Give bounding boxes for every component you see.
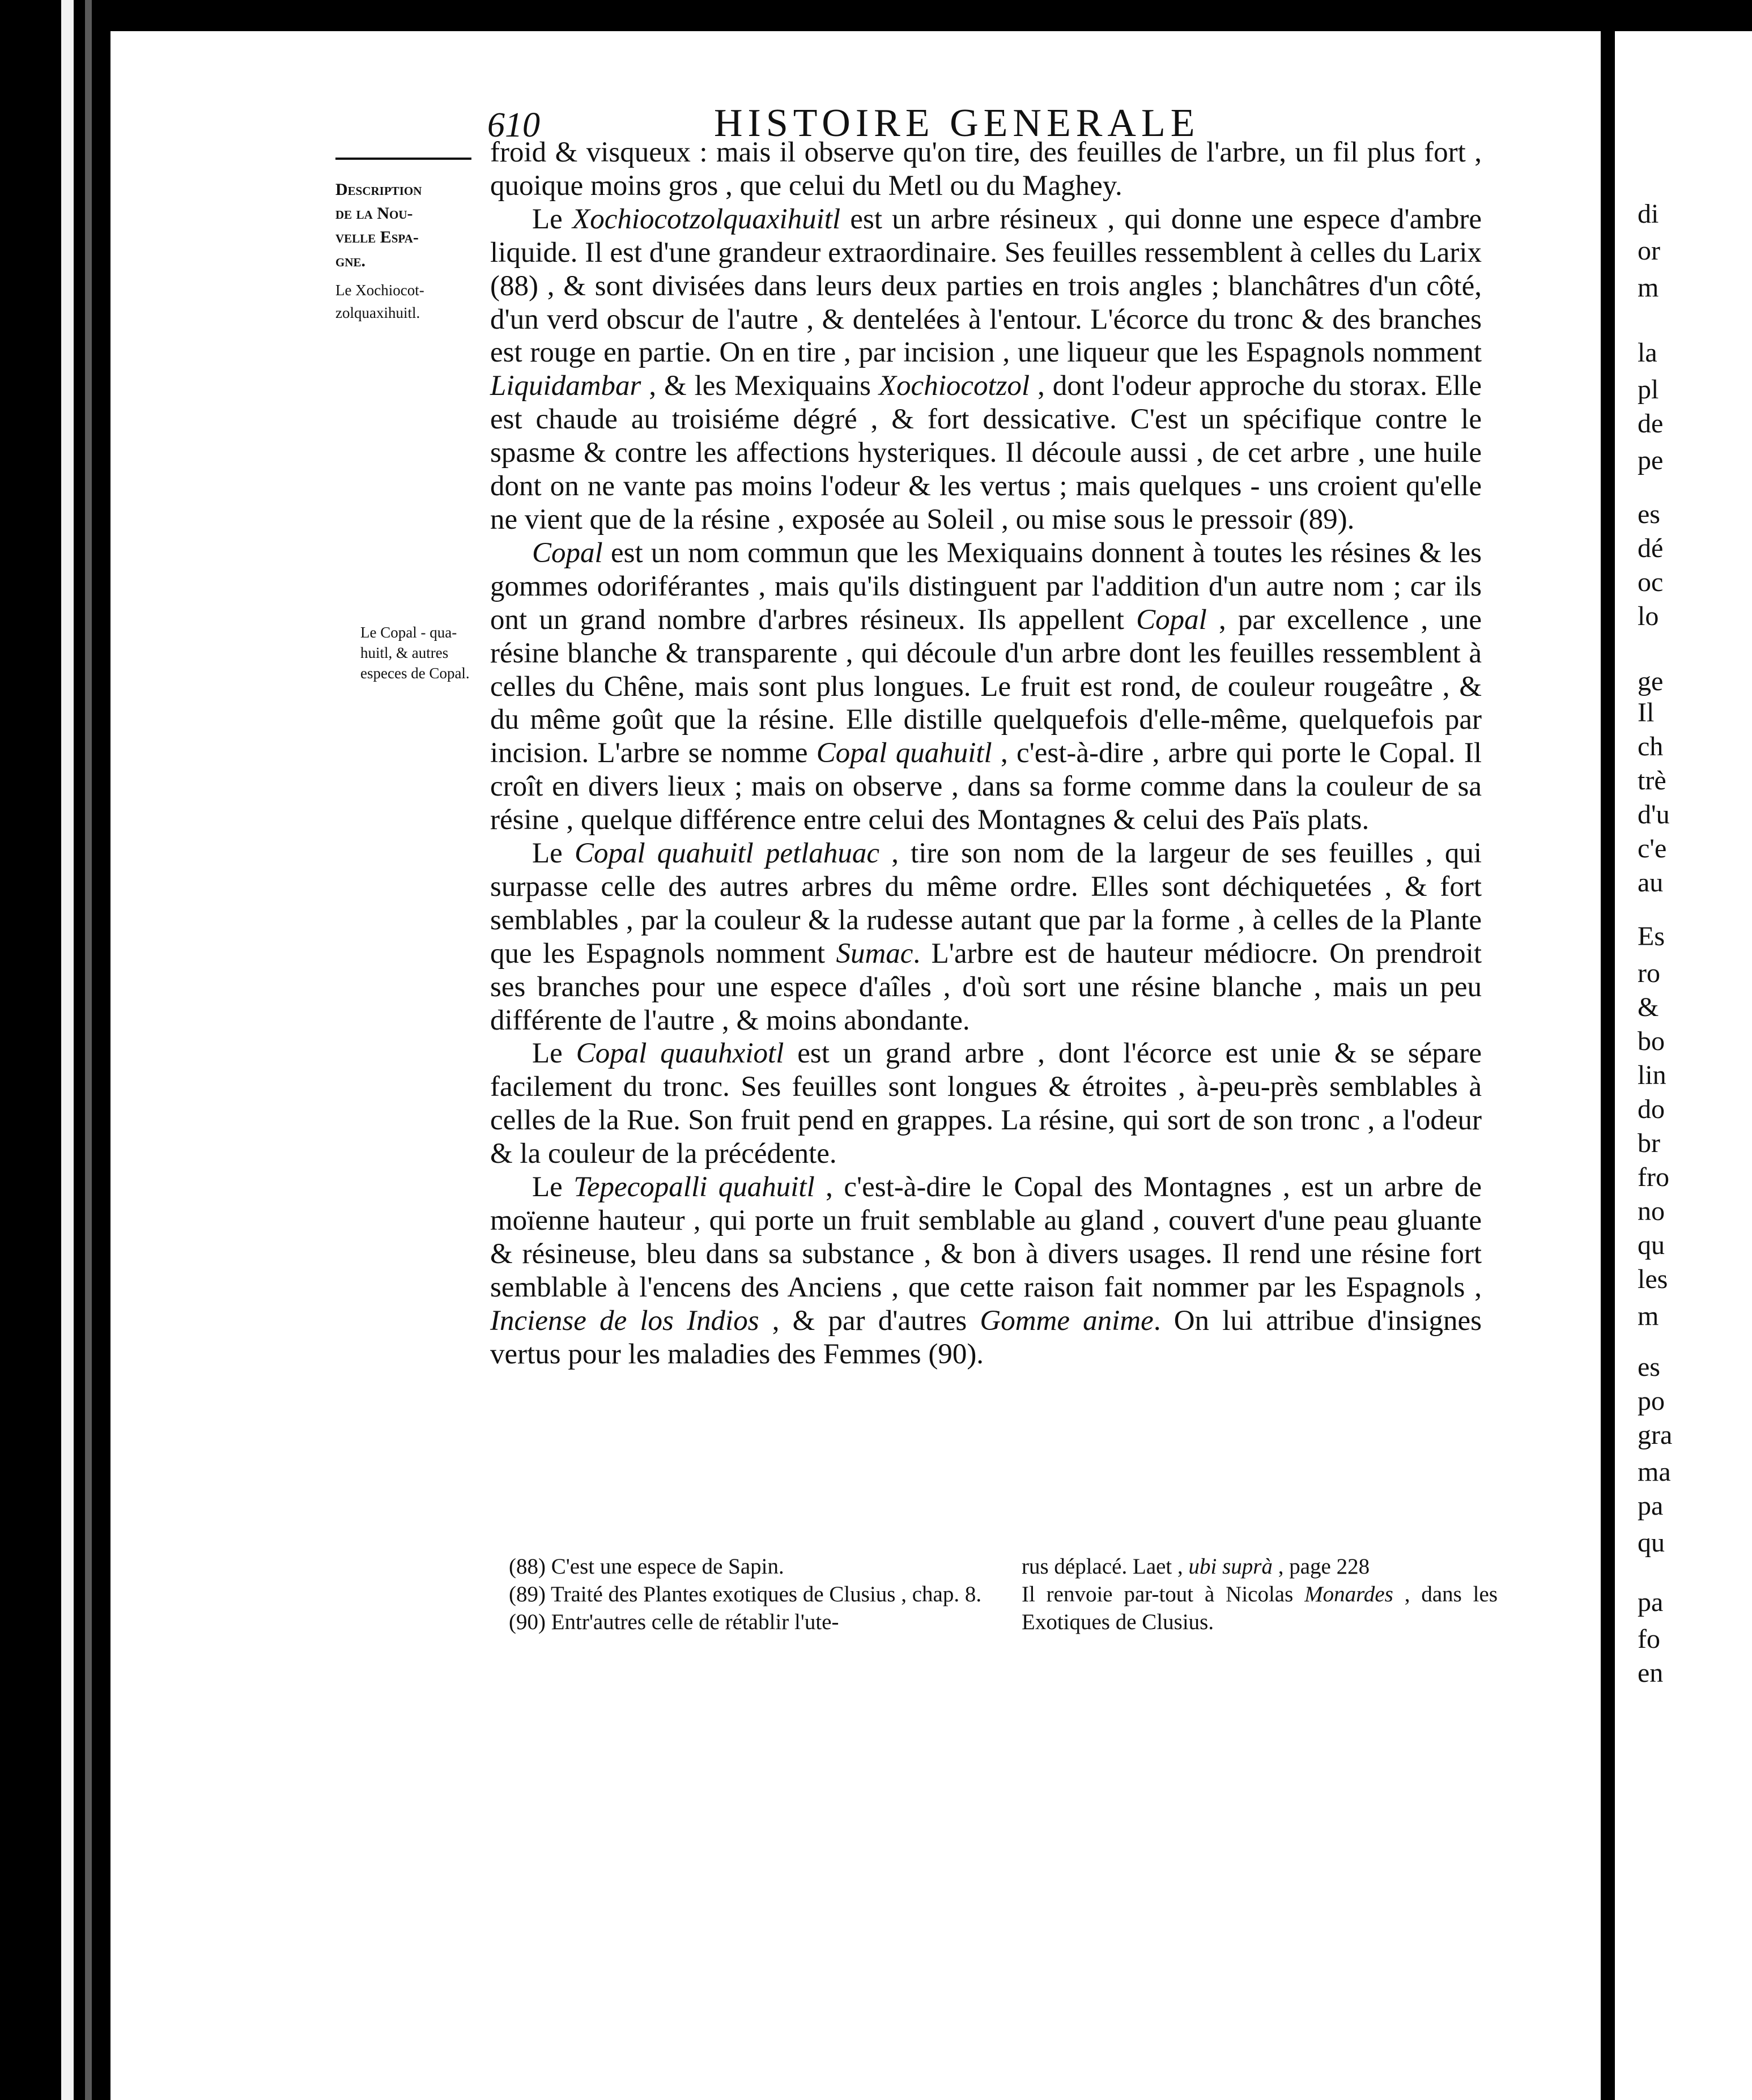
facing-page-fragment: qu [1638,1230,1665,1260]
facing-page-fragment: pe [1638,445,1664,475]
footnote [509,1608,985,1636]
facing-page-fragment: qu [1638,1528,1665,1558]
facing-page-fragment: bo [1638,1026,1665,1056]
facing-page-fragment: br [1638,1128,1660,1158]
footnote [509,1553,985,1580]
page-number: 610 [487,106,540,144]
facing-page-fragment: fro [1638,1162,1669,1192]
facing-page-fragment: m [1638,1301,1659,1331]
footnote [509,1580,985,1608]
facing-page-fragment: pl [1638,375,1659,405]
facing-page-fragment: les [1638,1264,1668,1294]
facing-page-fragment: po [1638,1386,1665,1416]
margin-note-line: zolquaxihuitl. [335,304,420,321]
facing-page-text [1615,0,1752,2100]
italic-term: Inciense de los Indios [490,1304,759,1337]
italic-term: Copal [1136,603,1207,636]
footnote [1022,1553,1498,1580]
facing-page-fragment: di [1638,199,1659,229]
text-run: , par excellence , une résine blanche & transparente , qui découle d'un arbre dont les feuilles ressemblent à celles du Chêne, mais sont plus longues. Le fruit est rond, de couleur rougeâtre , & du même goût que la résine. Elle distille quelquefois d'elle-même, quelquefois par incision. L'arbre se nomme [490,603,1482,770]
book-edge-shadow [85,0,92,2100]
footnote [1022,1580,1498,1636]
facing-page-fragment: ma [1638,1457,1671,1487]
facing-page-fragment: au [1638,868,1664,898]
margin-note-line: especes de Copal. [360,665,470,682]
text-run: (88) C'est une espece de Sapin. [509,1554,784,1579]
text-run: . L'arbre est de hauteur médiocre. On prendroit ses branches pour une espece d'aîles , d'où sort une résine blanche , mais un peu différente de l'autre , & moins abondante. [490,937,1482,1036]
text-run: Le [532,1038,576,1070]
margin-rule [335,158,471,160]
facing-page-fragment: lin [1638,1060,1666,1090]
facing-page-fragment: gra [1638,1420,1673,1450]
facing-page-fragment: m [1638,273,1659,303]
italic-term: Copal quauhxiotl [576,1038,784,1070]
paragraph [490,837,1482,1037]
text-run: , tire son nom de la largeur de ses feuilles , qui surpasse celle des autres arbres du même ordre. Elles sont déchiquetées , & fort semblables , par la couleur & la rudesse autant que par la forme , à celles de la Plante que les Espagnols nomment [490,838,1482,970]
italic-term: Gomme anime [980,1304,1154,1337]
italic-term: Copal quahuitl [816,737,992,770]
text-run: froid & visqueux : mais il observe qu'on tire, des feuilles de l'arbre, un fil plus fort , quoique moins gros , que celui du Metl ou du Maghey. [490,137,1482,202]
text-run: Le [532,1171,574,1204]
text-run: , c'est-à-dire le Copal des Montagnes , est un arbre de moïenne hauteur , qui porte un fruit semblable au gland , couvert d'une peau gluante & résineuse, bleu dans sa substance , & bon à divers usages. Il rend une résine fort semblable à l'encens des Anciens , que cette raison fait nommer par les Espagnols , [490,1171,1482,1303]
margin-note-line: huitl, & autres [360,644,449,661]
paragraph [490,203,1482,537]
facing-page-fragment: pa [1638,1587,1664,1617]
footnotes-right-column [1022,1553,1498,1636]
italic-term: ubi suprà [1188,1554,1273,1579]
text-run: , dont l'odeur approche du storax. Elle est chaude au troisiéme dégré , & fort dessicative. C'est un spécifique contre le spasme & contre les affections hysteriques. Il découle aussi , de cet arbre , une huile dont on ne vante pas moins l'odeur & les vertus ; mais quelques - uns croient qu'elle ne vient que de la résine , exposée au Soleil , ou mise sous le pressoir (89). [490,370,1482,535]
text-run: (90) Entr'autres celle de rétablir l'ute- [509,1610,839,1634]
margin-note-line: Le Xochiocot- [335,282,424,299]
footnotes-left-column [509,1553,985,1636]
text-run: (89) Traité des Plantes exotiques de Clusius , chap. 8. [509,1582,982,1606]
facing-page-fragment: ge [1638,666,1664,696]
italic-term: Xochiocotzolquaxihuitl [572,203,841,235]
text-run: rus déplacé. Laet , [1022,1554,1189,1579]
scan-artifact [131,0,168,19]
facing-page-fragment: la [1638,338,1657,368]
facing-page-fragment: trè [1638,766,1666,796]
book-edge-light [61,0,74,2100]
margin-note-copal [360,622,470,683]
facing-page-fragment: oc [1638,567,1664,597]
text-run: Le [532,203,573,235]
paragraph [490,537,1482,837]
facing-page-fragment: ch [1638,732,1664,762]
margin-note-line: velle Espa- [335,228,419,246]
text-run: est un arbre résineux , qui donne une espece d'ambre liquide. Il est d'une grandeur extraordinaire. Ses feuilles ressemblent à celles du Larix (88) , & sont divisées dans leurs deux parties en trois angles ; blanchâtres d'un côté, d'un verd obscur de l'autre , & dentelées à l'entour. L'écorce du tronc & des branches est rouge en partie. On en tire , par incision , une liqueur que les Espagnols nomment [490,203,1482,369]
facing-page-fragment: do [1638,1094,1665,1124]
italic-term: Xochiocotzol [878,370,1030,402]
text-run: , dans les Exotiques de Clusius. [1022,1582,1498,1634]
facing-page-fragment: de [1638,409,1664,439]
margin-note-line: de la Nou- [335,204,413,223]
facing-page-fragment: Il [1638,698,1655,728]
text-run: est un grand arbre , dont l'écorce est unie & se sépare facilement du tronc. Ses feuilles sont longues & étroites , à-peu-près semblables à celles de la Rue. Son fruit pend en grappes. La résine, qui sort de son tronc , a l'odeur & la couleur de la précédente. [490,1038,1482,1170]
facing-page-fragment: ro [1638,958,1660,988]
facing-page-fragment: & [1638,992,1659,1022]
text-run: Il renvoie par-tout à Nicolas [1022,1582,1305,1606]
facing-page-fragment: c'e [1638,834,1667,864]
facing-page-fragment: d'u [1638,800,1670,830]
italic-term: Liquidambar [490,370,641,402]
facing-page-fragment: pa [1638,1491,1664,1521]
italic-term: Sumac [836,937,913,970]
text-run: , page 228 [1272,1554,1370,1579]
facing-page-fragment: fo [1638,1624,1660,1654]
paragraph [490,136,1482,203]
main-text [490,136,1482,1371]
facing-page-fragment: es [1638,499,1660,529]
margin-note-line: gne. [335,252,366,270]
facing-page-fragment: dé [1638,533,1664,563]
text-run: Le [532,838,575,870]
text-run: est un nom commun que les Mexiquains donnent à toutes les résines & les gommes odoriférantes , mais qu'ils distinguent par l'addition d'un autre nom ; car ils ont un grand nombre d'arbres résineux. Ils appellent [490,537,1482,636]
facing-page-fragment: or [1638,236,1660,266]
italic-term: Tepecopalli quahuitl [573,1171,815,1204]
text-run: , & les Mexiquains [641,370,879,402]
text-run: , c'est-à-dire , arbre qui porte le Copal. Il croît en divers lieux ; mais on observe , dans sa forme comme dans la couleur de sa résine , quelque différence entre celui des Montagnes & celui des Païs plats. [490,737,1482,836]
italic-term: Copal [532,537,603,569]
facing-page-fragment: lo [1638,601,1659,631]
facing-page-fragment: es [1638,1352,1660,1382]
italic-term: Monardes [1304,1582,1393,1606]
facing-page-fragment: no [1638,1196,1665,1226]
text-run: . On lui attribue d'insignes vertus pour les maladies des Femmes (90). [490,1304,1482,1370]
facing-page-fragment: Es [1638,921,1665,951]
margin-note-section [335,178,422,273]
margin-note-xochiocotzol [335,279,424,324]
paragraph [490,1037,1482,1171]
paragraph [490,1171,1482,1371]
margin-note-line: Le Copal - qua- [360,624,457,641]
italic-term: Copal quahuitl petlahuac [574,838,880,870]
margin-note-line: Description [335,180,422,199]
text-run: , & par d'autres [759,1304,980,1337]
facing-page-fragment: en [1638,1658,1664,1688]
running-title: HISTOIRE GENERALE [714,101,1200,145]
